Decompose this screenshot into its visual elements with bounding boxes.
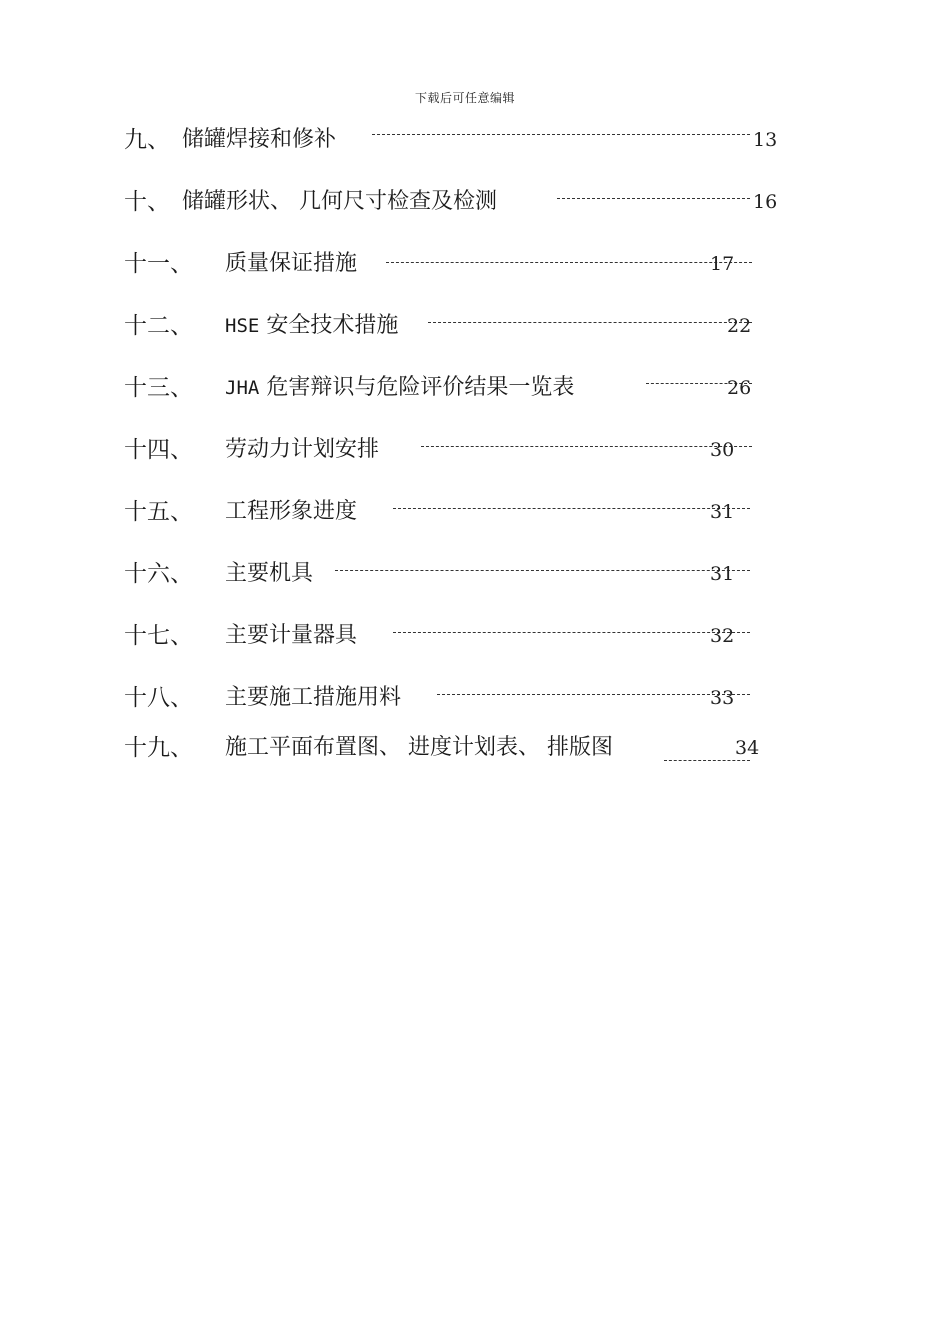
toc-entry-page: 31	[710, 501, 735, 523]
toc-entry-number: 十三、	[124, 375, 193, 401]
toc-entry-title: 质量保证措施	[225, 251, 358, 276]
toc-entry-title: 储罐焊接和修补	[182, 127, 337, 152]
toc-entry-page: 34	[735, 737, 760, 759]
toc-leader-dots	[421, 446, 752, 447]
toc-entry[interactable]	[0, 435, 950, 469]
toc-entry[interactable]	[0, 683, 950, 717]
toc-entry[interactable]	[0, 559, 950, 593]
toc-entry-title-prefix: HSE	[225, 315, 260, 337]
toc-entry-title-prefix: JHA	[225, 377, 260, 399]
toc-leader-dots	[393, 508, 750, 509]
toc-entry[interactable]	[0, 497, 950, 531]
toc-entry-number: 十二、	[124, 313, 193, 339]
toc-entry-page: 13	[753, 129, 778, 151]
toc-entry-title: 主要施工措施用料	[225, 685, 402, 710]
toc-entry[interactable]	[0, 373, 950, 407]
toc-entry-number: 十四、	[124, 437, 193, 463]
toc-entry[interactable]	[0, 311, 950, 345]
toc-entry-number: 十、	[124, 189, 170, 215]
toc-leader-dots	[428, 322, 752, 323]
toc-entry-number: 十七、	[124, 623, 193, 649]
toc-entry-number: 九、	[124, 127, 170, 153]
toc-entry-number: 十八、	[124, 685, 193, 711]
toc-entry-page: 32	[710, 625, 735, 647]
toc-entry-page: 22	[727, 315, 752, 337]
toc-entry-page: 16	[753, 191, 778, 213]
toc-leader-dots	[664, 760, 750, 761]
toc-entry[interactable]	[0, 733, 950, 767]
toc-entry-title-text: 安全技术措施	[266, 313, 399, 338]
toc-entry[interactable]	[0, 125, 950, 159]
toc-leader-dots	[335, 570, 750, 571]
toc-leader-dots	[372, 134, 750, 135]
toc-entry-page: 33	[710, 687, 735, 709]
toc-entry[interactable]	[0, 621, 950, 655]
toc-leader-dots	[393, 632, 750, 633]
toc-entry[interactable]	[0, 249, 950, 283]
toc-entry-title: 工程形象进度	[225, 499, 358, 524]
toc-entry-page: 26	[727, 377, 752, 399]
toc-entry-title: 主要机具	[225, 561, 314, 586]
toc-entry-page: 30	[710, 439, 735, 461]
toc-entry-number: 十六、	[124, 561, 193, 587]
toc-entry-page: 31	[710, 563, 735, 585]
page-header-note: 下载后可任意编辑	[414, 91, 515, 105]
toc-leader-dots	[437, 694, 750, 695]
toc-entry-number: 十一、	[124, 251, 193, 277]
toc-entry-title: 储罐形状、 几何尺寸检查及检测	[182, 189, 497, 214]
toc-entry-title: 主要计量器具	[225, 623, 358, 648]
toc-entry-page: 17	[710, 253, 735, 275]
toc-entry-title	[225, 373, 574, 403]
toc-entry-title: 施工平面布置图、 进度计划表、 排版图	[225, 735, 613, 760]
toc-entry-title	[225, 311, 398, 341]
toc-entry-title-text: 危害辩识与危险评价结果一览表	[266, 375, 575, 400]
toc-entry[interactable]	[0, 187, 950, 221]
toc-entry-title: 劳动力计划安排	[225, 437, 380, 462]
toc-leader-dots	[386, 262, 752, 263]
toc-entry-number: 十五、	[124, 499, 193, 525]
toc-entry-number: 十九、	[124, 735, 193, 761]
toc-leader-dots	[557, 198, 750, 199]
